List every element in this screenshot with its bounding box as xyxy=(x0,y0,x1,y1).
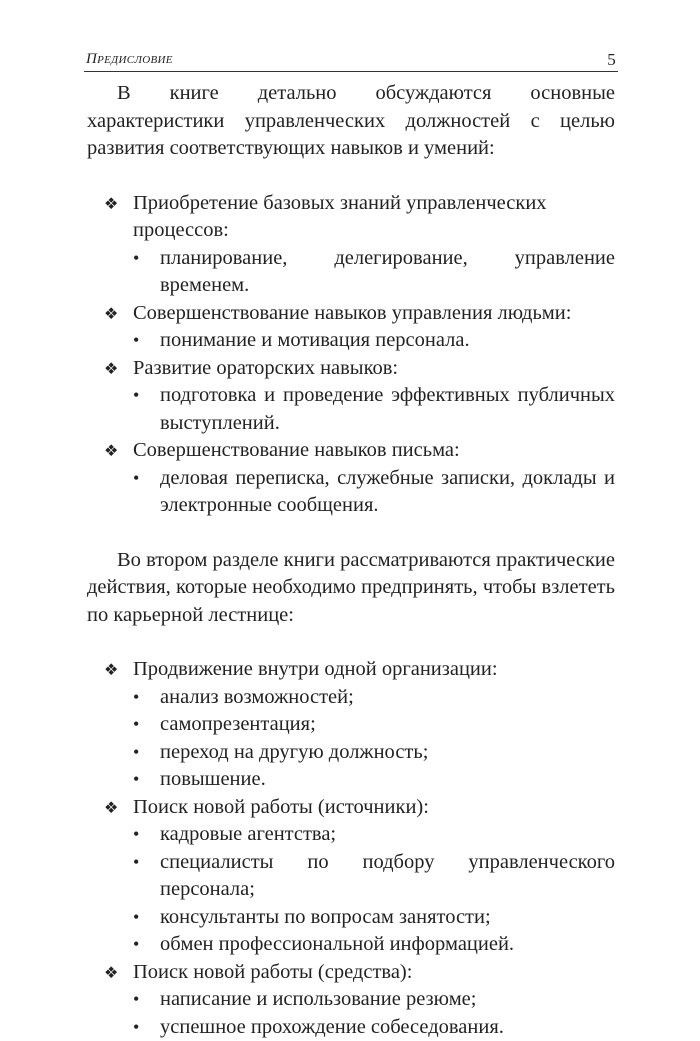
list-item xyxy=(87,300,615,355)
sub-list-item-text: кадровые агентства; xyxy=(160,823,336,845)
sub-list-item xyxy=(133,821,615,849)
skills-list xyxy=(87,190,615,520)
sub-list xyxy=(133,821,615,959)
list-item-text: Совершенствование навыков управления людьми: xyxy=(133,302,571,324)
diamond-bullet-icon: ❖ xyxy=(104,656,118,684)
sub-list-item xyxy=(133,245,615,300)
bullet-dot-icon: • xyxy=(133,711,139,739)
sub-list-item-text: переход на другую должность; xyxy=(160,741,428,763)
sub-list-item-text: написание и использование резюме; xyxy=(160,988,476,1010)
bullet-dot-icon: • xyxy=(133,327,139,355)
bullet-dot-icon: • xyxy=(133,986,139,1014)
sub-list-item xyxy=(133,382,615,437)
bullet-dot-icon: • xyxy=(133,684,139,712)
bullet-dot-icon: • xyxy=(133,465,139,493)
sub-list-item-text: подготовка и проведение эффективных публичных выступлений. xyxy=(160,384,615,434)
page-body xyxy=(87,80,615,1041)
bullet-dot-icon: • xyxy=(133,245,139,273)
sub-list-item-text: специалисты по подбору управленческого персонала; xyxy=(160,851,615,901)
sub-list-item xyxy=(133,327,615,355)
sub-list xyxy=(133,245,615,300)
list-item xyxy=(87,437,615,520)
sub-list-item xyxy=(133,904,615,932)
diamond-bullet-icon: ❖ xyxy=(104,355,118,383)
sub-list-item-text: понимание и мотивация персонала. xyxy=(160,329,470,351)
intro-paragraph: В книге детально обсуждаются основные характеристики управленческих должностей с целью развития соответствующих навыков и умений: xyxy=(87,80,615,163)
sub-list xyxy=(133,986,615,1041)
sub-list-item xyxy=(133,684,615,712)
career-steps-list xyxy=(87,656,615,1041)
sub-list xyxy=(133,684,615,794)
bullet-dot-icon: • xyxy=(133,766,139,794)
sub-list xyxy=(133,327,615,355)
bullet-dot-icon: • xyxy=(133,739,139,767)
bullet-dot-icon: • xyxy=(133,382,139,410)
sub-list-item xyxy=(133,711,615,739)
bullet-dot-icon: • xyxy=(133,904,139,932)
diamond-bullet-icon: ❖ xyxy=(104,300,118,328)
diamond-bullet-icon: ❖ xyxy=(104,794,118,822)
bullet-dot-icon: • xyxy=(133,931,139,959)
sub-list-item-text: планирование, делегирование, управление временем. xyxy=(160,247,615,297)
running-header xyxy=(84,49,618,72)
list-item xyxy=(87,794,615,959)
sub-list-item-text: консультанты по вопросам занятости; xyxy=(160,906,491,928)
sub-list xyxy=(133,382,615,437)
diamond-bullet-icon: ❖ xyxy=(104,437,118,465)
page-number: 5 xyxy=(607,50,616,70)
section-title: Предисловие xyxy=(86,51,173,68)
sub-list-item-text: успешное прохождение собеседования. xyxy=(160,1016,504,1038)
diamond-bullet-icon: ❖ xyxy=(104,190,118,218)
sub-list-item-text: повышение. xyxy=(160,768,266,790)
bullet-dot-icon: • xyxy=(133,849,139,877)
sub-list-item xyxy=(133,1014,615,1041)
list-item-text: Поиск новой работы (средства): xyxy=(133,961,412,983)
diamond-bullet-icon: ❖ xyxy=(104,959,118,987)
list-item xyxy=(87,190,615,300)
list-item-text: Развитие ораторских навыков: xyxy=(133,357,398,379)
sub-list-item-text: анализ возможностей; xyxy=(160,686,354,708)
sub-list-item-text: деловая переписка, служебные записки, доклады и электронные сообщения. xyxy=(160,467,615,517)
sub-list-item xyxy=(133,465,615,520)
sub-list-item xyxy=(133,739,615,767)
sub-list-item-text: самопрезентация; xyxy=(160,713,316,735)
sub-list-item xyxy=(133,849,615,904)
sub-list-item xyxy=(133,931,615,959)
list-item xyxy=(87,656,615,794)
bullet-dot-icon: • xyxy=(133,1014,139,1041)
list-item xyxy=(87,355,615,438)
sub-list-item-text: обмен профессиональной информацией. xyxy=(160,933,514,955)
list-item-text: Совершенствование навыков письма: xyxy=(133,439,460,461)
second-section-paragraph: Во втором разделе книги рассматриваются практические действия, которые необходимо предпринять, чтобы взлететь по карьерной лестнице: xyxy=(87,547,615,630)
sub-list-item xyxy=(133,766,615,794)
list-item-text: Поиск новой работы (источники): xyxy=(133,796,429,818)
list-item-text: Продвижение внутри одной организации: xyxy=(133,658,498,680)
sub-list xyxy=(133,465,615,520)
list-item-text: Приобретение базовых знаний управленческих процессов: xyxy=(133,192,547,242)
bullet-dot-icon: • xyxy=(133,821,139,849)
